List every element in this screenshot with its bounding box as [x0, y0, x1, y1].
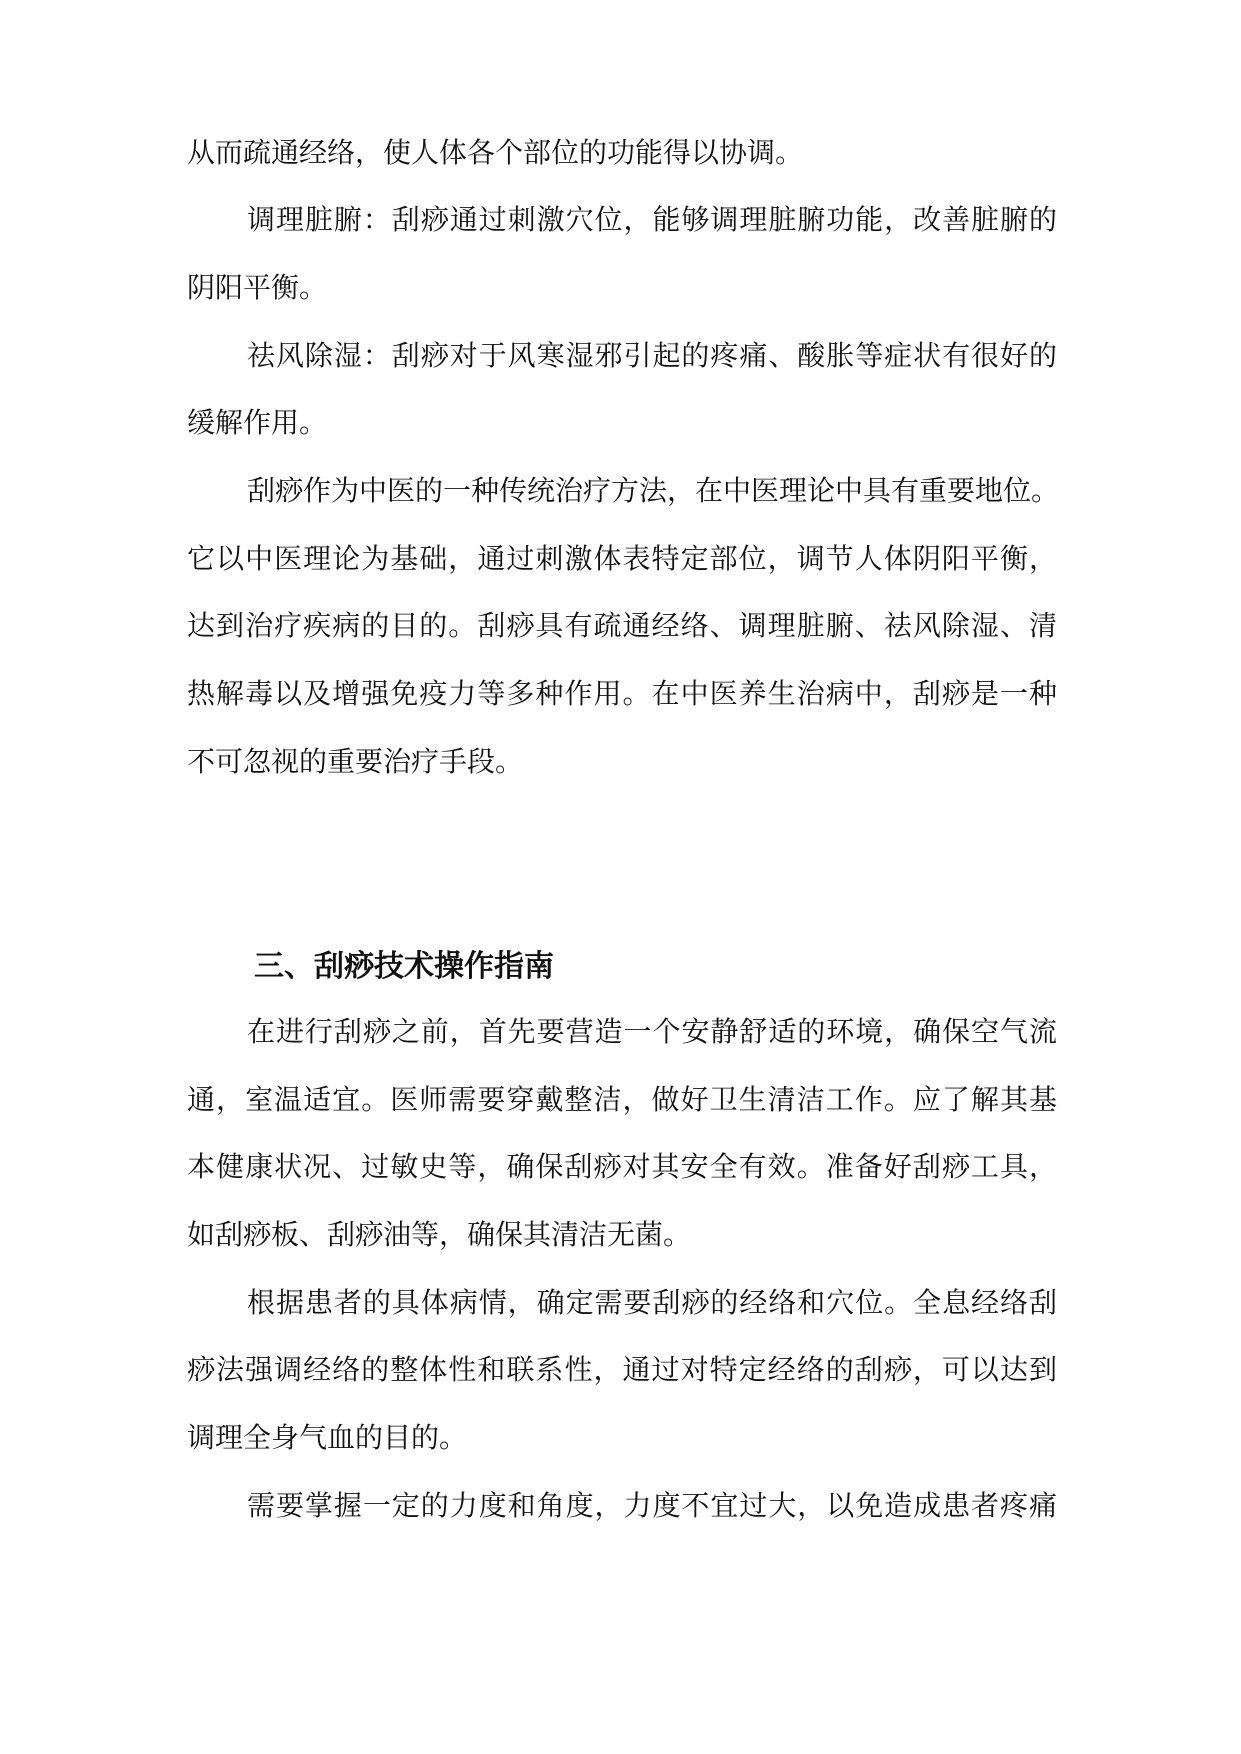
- section-heading: 三、刮痧技术操作指南: [254, 949, 554, 984]
- text-line: 缓解作用。: [187, 406, 328, 439]
- text-line: 达到治疗疾病的目的。刮痧具有疏通经络、调理脏腑、祛风除湿、清: [187, 609, 1057, 642]
- text-line: 祛风除湿：刮痧对于风寒湿邪引起的疼痛、酸胀等症状有很好的: [247, 339, 1057, 372]
- text-line: 通，室温适宜。医师需要穿戴整洁，做好卫生清洁工作。应了解其基: [187, 1083, 1057, 1116]
- text-line: 在进行刮痧之前，首先要营造一个安静舒适的环境，确保空气流: [247, 1015, 1057, 1048]
- text-line: 痧法强调经络的整体性和联系性，通过对特定经络的刮痧，可以达到: [187, 1353, 1057, 1386]
- text-line: 调理脏腑：刮痧通过刺激穴位，能够调理脏腑功能，改善脏腑的: [247, 203, 1057, 236]
- text-line: 它以中医理论为基础，通过刺激体表特定部位，调节人体阴阳平衡，: [187, 542, 1057, 575]
- text-line: 从而疏通经络，使人体各个部位的功能得以协调。: [187, 136, 804, 169]
- text-line: 热解毒以及增强免疫力等多种作用。在中医养生治病中，刮痧是一种: [187, 677, 1057, 710]
- text-line: 如刮痧板、刮痧油等，确保其清洁无菌。: [187, 1218, 692, 1251]
- text-line: 阴阳平衡。: [187, 271, 328, 304]
- text-line: 刮痧作为中医的一种传统治疗方法，在中医理论中具有重要地位。: [247, 474, 1060, 507]
- text-line: 根据患者的具体病情，确定需要刮痧的经络和穴位。全息经络刮: [247, 1286, 1057, 1319]
- text-line: 本健康状况、过敏史等，确保刮痧对其安全有效。准备好刮痧工具，: [187, 1150, 1057, 1183]
- text-line: 需要掌握一定的力度和角度，力度不宜过大，以免造成患者疼痛: [247, 1489, 1057, 1522]
- text-line: 不可忽视的重要治疗手段。: [187, 745, 524, 778]
- text-line: 调理全身气血的目的。: [187, 1421, 468, 1454]
